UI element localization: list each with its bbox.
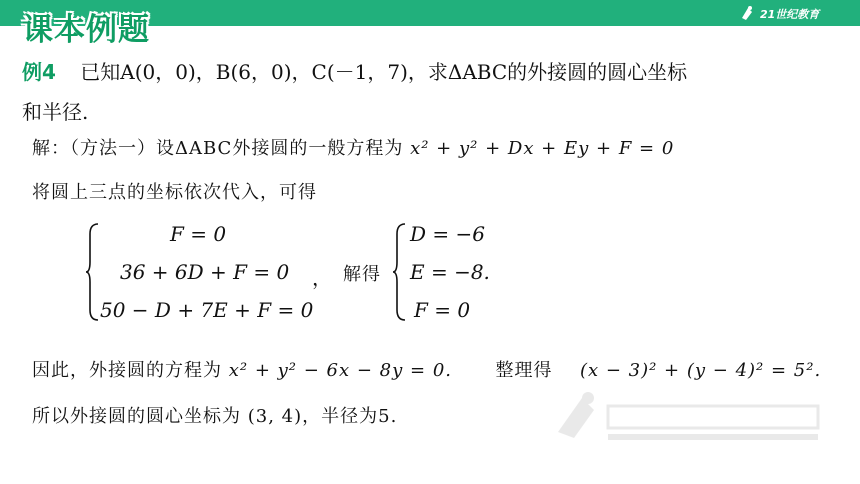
left-brace-icon: [86, 222, 100, 322]
system1-eq3: 50 − D + 7E + F = 0: [100, 298, 314, 322]
solve-label: 解得: [343, 264, 381, 285]
system2-eq3: F = 0: [414, 298, 471, 322]
circle-equation: x² + y² − 6x − 8y = 0.: [228, 360, 452, 381]
system1-comma: ，: [312, 266, 332, 290]
system2-eq1: D = −6: [410, 222, 485, 246]
standard-equation: (x − 3)² + (y − 4)² = 5².: [579, 360, 822, 381]
system2-eq2: E = −8.: [410, 260, 490, 284]
system1-eq1: F = 0: [170, 222, 227, 246]
solution-line1-text: 解：（方法一）设ΔABC外接圆的一般方程为: [32, 138, 404, 159]
solution-line2: 将圆上三点的坐标依次代入，可得: [32, 182, 317, 203]
line3-mid: 整理得: [495, 360, 553, 381]
watermark-logo-icon: [548, 388, 838, 448]
section-title: 课本例题: [22, 12, 150, 48]
problem-text-line2: 和半径.: [22, 100, 89, 124]
example-label: 例4: [22, 60, 56, 84]
problem-statement: [22, 52, 838, 132]
solution-line3: [32, 356, 821, 382]
system1-eq2: 36 + 6D + F = 0: [120, 260, 290, 284]
left-brace-icon: [393, 222, 407, 322]
brand-logo-text: 21世纪教育: [760, 8, 820, 21]
general-equation: x² + y² + Dx + Ey + F = 0: [410, 138, 675, 159]
solution-line1: [32, 134, 674, 160]
solution-line4: 所以外接圆的圆心坐标为 (3, 4)，半径为5.: [32, 406, 398, 427]
problem-text-line1: 已知A(0，0)，B(6，0)，C(－1，7)，求ΔABC的外接圆的圆心坐标: [80, 60, 688, 84]
line3-prefix: 因此，外接圆的方程为: [32, 360, 222, 381]
